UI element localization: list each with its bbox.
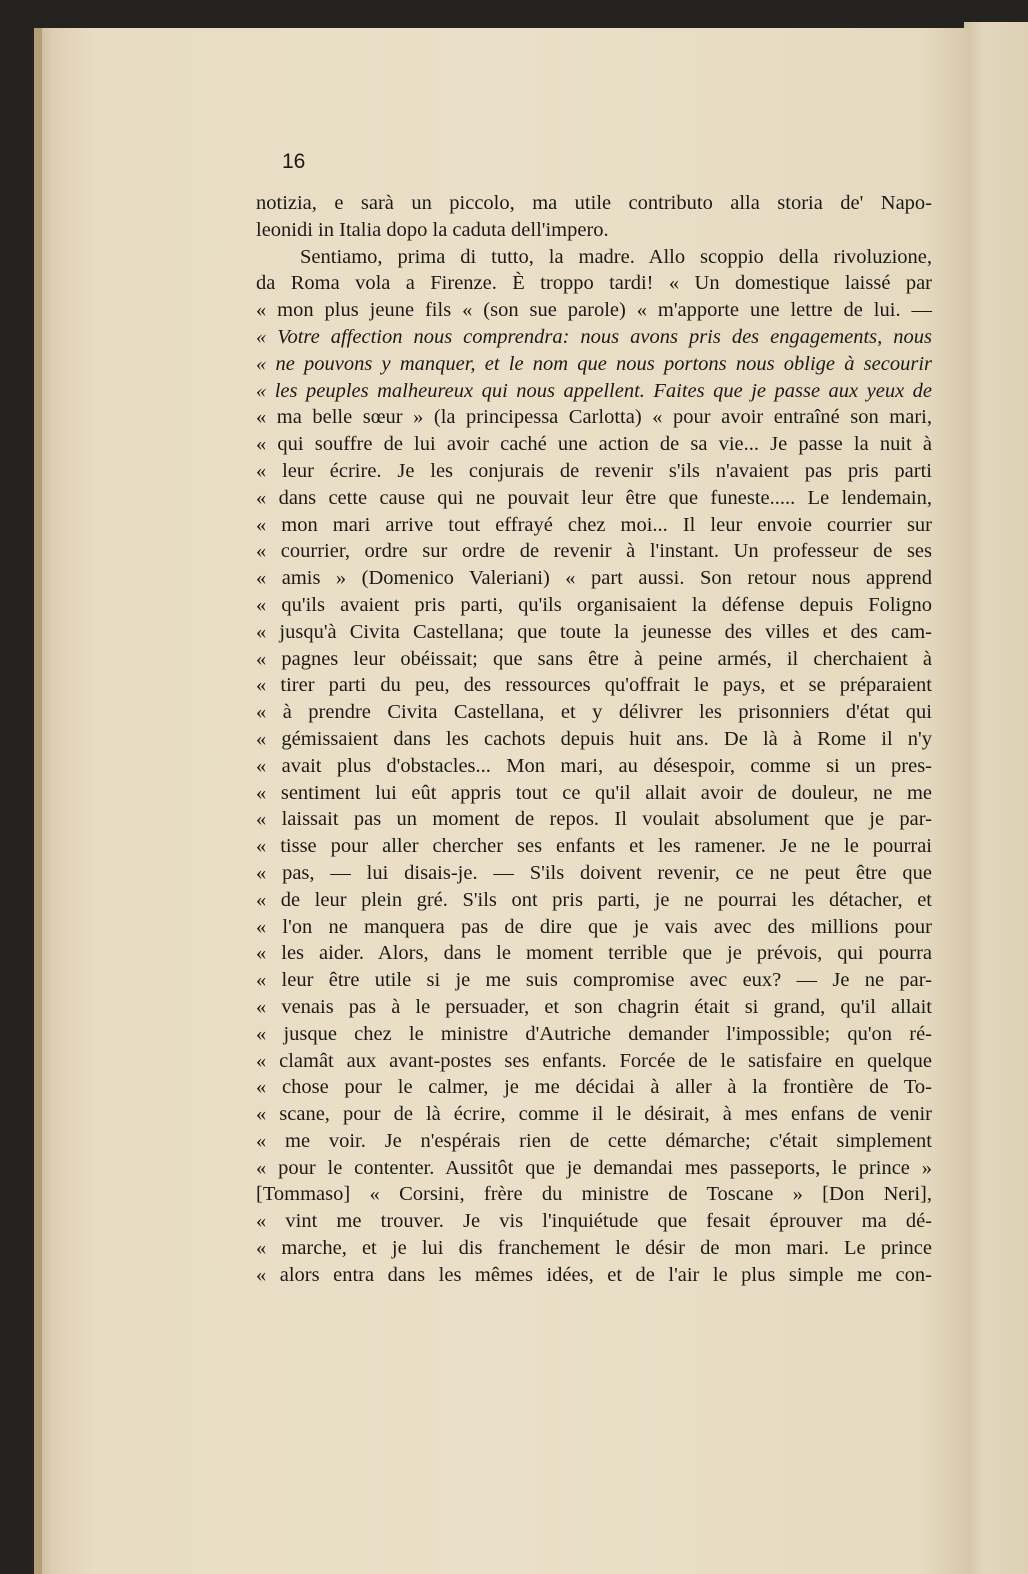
italic-text: « Votre affection nous comprendra: nous avons pris des engagements, nous (256, 325, 932, 348)
text-line: « marche, et je lui dis franchement le désir de mon mari. Le prince (256, 1237, 932, 1260)
next-page-edge (964, 22, 1028, 1574)
text-line: « pour le contenter. Aussitôt que je demandai mes passeports, le prince » (256, 1156, 932, 1179)
text-line: « de leur plein gré. S'ils ont pris parti, je ne pourrai les détacher, et (256, 888, 932, 911)
text-line: « amis » (Domenico Valeriani) « part aussi. Son retour nous apprend (256, 567, 932, 590)
text-line: « tisse pour aller chercher ses enfants et les ramener. Je ne le pourrai (256, 835, 932, 858)
italic-text: « ne pouvons y manquer, et le nom que nous portons nous oblige à secourir (256, 352, 932, 375)
text-line (256, 324, 932, 351)
text-line: « jusque chez le ministre d'Autriche demander l'impossible; qu'on ré- (256, 1022, 932, 1045)
text-line: « scane, pour de là écrire, comme il le désirait, à mes enfans de venir (256, 1103, 932, 1126)
text-line: « mon mari arrive tout effrayé chez moi... Il leur envoie courrier sur (256, 513, 932, 536)
text-line: « mon plus jeune fils « (son sue parole) « m'apporte une lettre de lui. — (256, 299, 932, 322)
text-line: « sentiment lui eût appris tout ce qu'il allait avoir de douleur, ne me (256, 781, 932, 804)
text-line: « vint me trouver. Je vis l'inquiétude que fesait éprouver ma dé- (256, 1210, 932, 1233)
text-line: leonidi in Italia dopo la caduta dell'impero. (256, 218, 609, 241)
text-line: « clamât aux avant-postes ses enfants. Forcée de le satisfaire en quelque (256, 1049, 932, 1072)
italic-text: « les peuples malheureux qui nous appellent. Faites que je passe aux yeux de (256, 379, 932, 402)
text-line: « alors entra dans les mêmes idées, et de l'air le plus simple me con- (256, 1263, 932, 1286)
text-line: « courrier, ordre sur ordre de revenir à l'instant. Un professeur de ses (256, 540, 932, 563)
text-line: « à prendre Civita Castellana, et y délivrer les prisonniers d'état qui (256, 701, 932, 724)
text-line: « leur écrire. Je les conjurais de revenir s'ils n'avaient pas pris parti (256, 459, 932, 482)
page-number: 16 (282, 150, 306, 173)
text-line: « les aider. Alors, dans le moment terrible que je prévois, qui pourra (256, 942, 932, 965)
text-line: « pagnes leur obéissait; que sans être à peine armés, il cherchaient à (256, 647, 932, 670)
text-line: notizia, e sarà un piccolo, ma utile contributo alla storia de' Napo- (256, 192, 932, 214)
text-line: « pas, — lui disais-je. — S'ils doivent revenir, ce ne peut être que (256, 861, 932, 884)
text-line (256, 351, 932, 378)
text-line: « qu'ils avaient pris parti, qu'ils organisaient la défense depuis Foligno (256, 593, 932, 616)
text-line: [Tommaso] « Corsini, frère du ministre de Toscane » [Don Neri], (256, 1183, 932, 1206)
body-text (256, 190, 932, 1289)
text-line: « l'on ne manquera pas de dire que je vais avec des millions pour (256, 915, 932, 938)
text-line: « jusqu'à Civita Castellana; que toute la jeunesse des villes et des cam- (256, 620, 932, 643)
text-line: « tirer parti du peu, des ressources qu'offrait le pays, et se préparaient (256, 674, 932, 697)
text-line: « leur être utile si je me suis compromise avec eux? — Je ne par- (256, 969, 932, 992)
text-line: « ma belle sœur » (la principessa Carlotta) « pour avoir entraîné son mari, (256, 406, 932, 429)
text-line: « chose pour le calmer, je me décidai à aller à la frontière de To- (256, 1076, 932, 1099)
text-line: « avait plus d'obstacles... Mon mari, au désespoir, comme si un pres- (256, 754, 932, 777)
text-line: « dans cette cause qui ne pouvait leur être que funeste..... Le lendemain, (256, 486, 932, 509)
text-line: « venais pas à le persuader, et son chagrin était si grand, qu'il allait (256, 995, 932, 1018)
text-line: Sentiamo, prima di tutto, la madre. Allo scoppio della rivoluzione, (300, 245, 932, 268)
text-line: « gémissaient dans les cachots depuis huit ans. De là à Rome il n'y (256, 727, 932, 750)
text-line: « me voir. Je n'espérais rien de cette démarche; c'était simplement (256, 1129, 932, 1152)
text-line: da Roma vola a Firenze. È troppo tardi! « Un domestique laissé par (256, 272, 932, 295)
text-line: « laissait pas un moment de repos. Il voulait absolument que je par- (256, 808, 932, 831)
text-line: « qui souffre de lui avoir caché une action de sa vie... Je passe la nuit à (256, 433, 932, 456)
text-line (256, 378, 932, 405)
